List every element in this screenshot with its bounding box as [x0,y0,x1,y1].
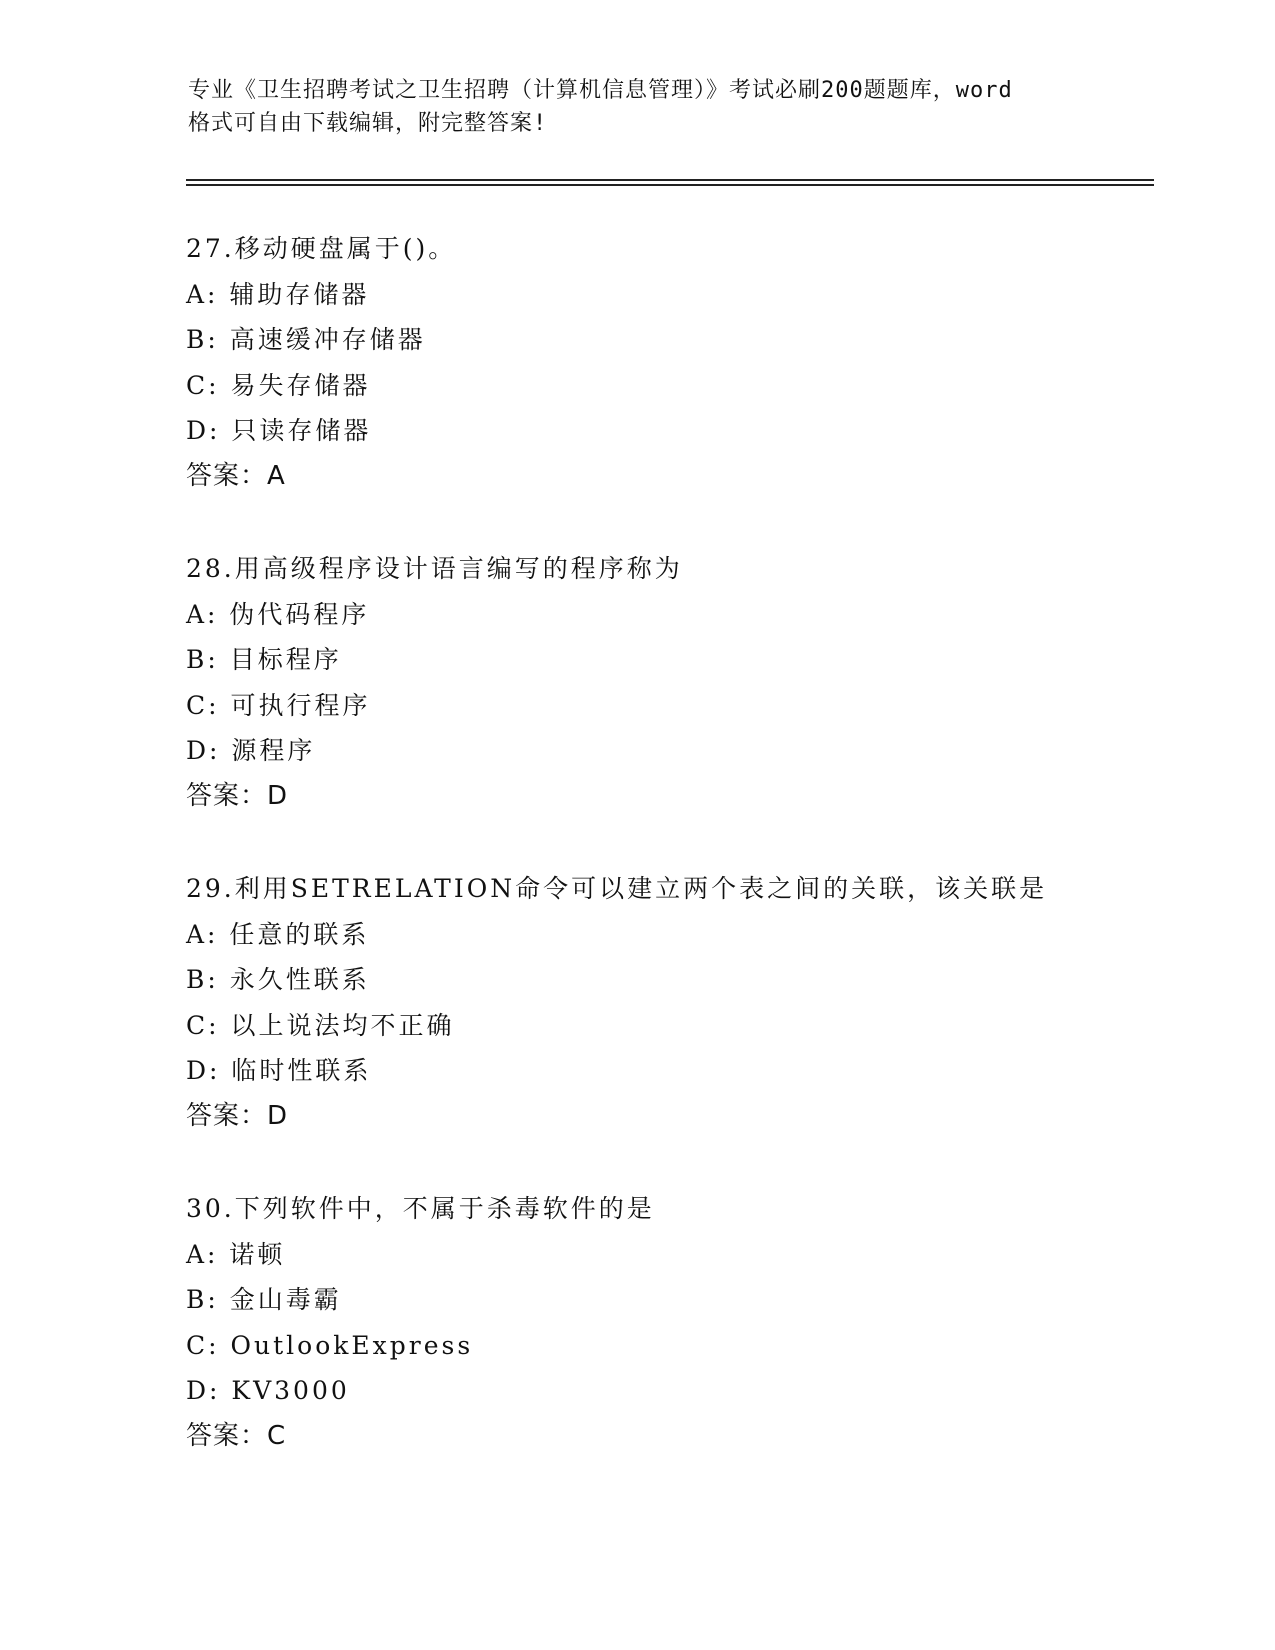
answer-line: 答案：C [186,1420,287,1451]
answer-line: 答案：A [186,460,286,491]
header-line-2: 格式可自由下载编辑，附完整答案! [188,111,548,136]
question-text: 28.用高级程序设计语言编写的程序称为 [186,554,683,583]
header-divider-bottom [186,184,1154,186]
answer-line: 答案：D [186,1100,289,1131]
answer-line: 答案：D [186,780,289,811]
option-b: B: 目标程序 [186,645,342,674]
document-header [188,74,1088,140]
option-b: B: 高速缓冲存储器 [186,325,426,354]
option-b: B: 金山毒霸 [186,1285,342,1314]
question-block [186,1186,1086,1459]
option-d: D: 只读存储器 [186,416,372,445]
question-block [186,226,1086,499]
option-d: D: 临时性联系 [186,1056,372,1085]
option-c: C: 可执行程序 [186,690,371,720]
option-a: A: 诺顿 [186,1239,286,1269]
option-d: D: KV3000 [186,1376,350,1405]
option-a: A: 伪代码程序 [186,599,370,629]
question-text: 27.移动硬盘属于()。 [186,234,457,263]
header-line-1: 专业《卫生招聘考试之卫生招聘（计算机信息管理）》考试必刷200题题库，word [188,78,1013,103]
option-c: C: 易失存储器 [186,370,371,400]
question-block [186,866,1086,1139]
option-c: C: OutlookExpress [186,1330,474,1360]
question-block [186,546,1086,819]
question-text: 29.利用SETRELATION命令可以建立两个表之间的关联，该关联是 [186,874,1048,903]
option-a: A: 辅助存储器 [186,279,370,309]
header-divider-top [186,179,1154,181]
option-d: D: 源程序 [186,736,316,765]
question-text: 30.下列软件中，不属于杀毒软件的是 [186,1194,655,1223]
option-b: B: 永久性联系 [186,965,370,994]
option-c: C: 以上说法均不正确 [186,1010,455,1040]
option-a: A: 任意的联系 [186,919,370,949]
